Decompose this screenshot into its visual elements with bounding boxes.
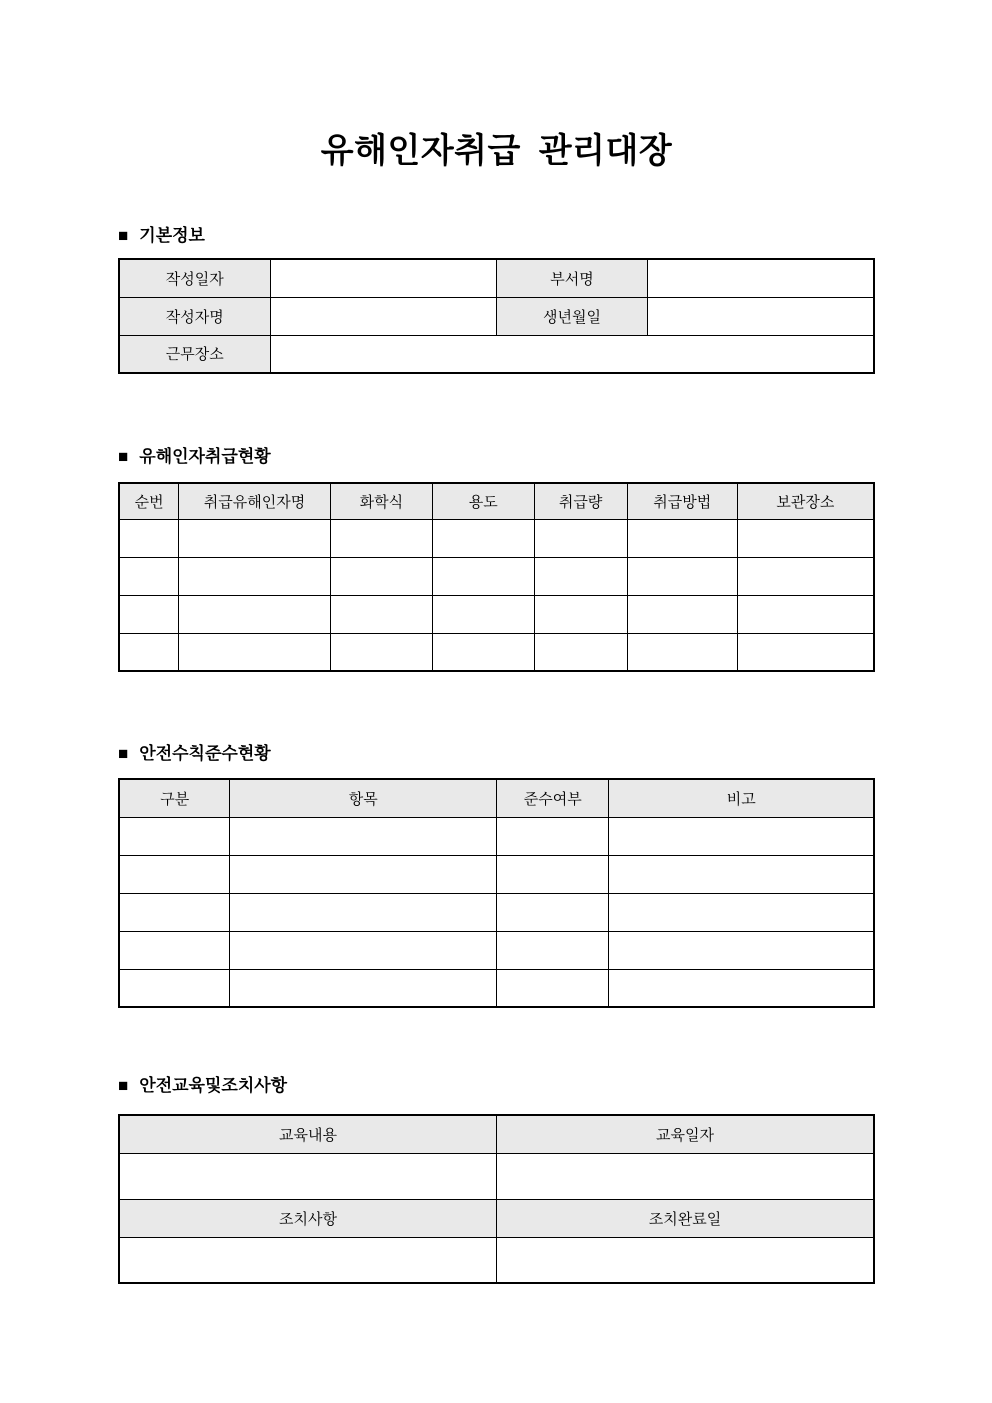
safety-input-cell[interactable] bbox=[609, 931, 874, 969]
table-row bbox=[119, 931, 874, 969]
input-birth-date[interactable] bbox=[648, 297, 875, 335]
hazard-input-cell[interactable] bbox=[179, 519, 331, 557]
col-header-category: 구분 bbox=[119, 779, 230, 817]
safety-input-cell[interactable] bbox=[230, 817, 497, 855]
table-row bbox=[119, 335, 874, 373]
hazard-input-cell[interactable] bbox=[330, 519, 432, 557]
col-header-chemical-formula: 화학식 bbox=[330, 483, 432, 519]
hazard-input-cell[interactable] bbox=[534, 633, 627, 671]
hazard-input-cell[interactable] bbox=[330, 633, 432, 671]
safety-input-cell[interactable] bbox=[496, 855, 608, 893]
hazard-input-cell[interactable] bbox=[119, 519, 179, 557]
table-row bbox=[119, 1153, 874, 1199]
hazard-input-cell[interactable] bbox=[627, 633, 737, 671]
hazard-input-cell[interactable] bbox=[432, 519, 534, 557]
safety-input-cell[interactable] bbox=[496, 893, 608, 931]
hazard-input-cell[interactable] bbox=[432, 557, 534, 595]
safety-input-cell[interactable] bbox=[230, 893, 497, 931]
education-actions-table bbox=[118, 1114, 875, 1284]
hazard-input-cell[interactable] bbox=[534, 557, 627, 595]
hazard-input-cell[interactable] bbox=[330, 595, 432, 633]
col-header-seq-no: 순번 bbox=[119, 483, 179, 519]
hazard-input-cell[interactable] bbox=[627, 595, 737, 633]
safety-input-cell[interactable] bbox=[119, 893, 230, 931]
col-header-usage: 용도 bbox=[432, 483, 534, 519]
input-education-date[interactable] bbox=[497, 1153, 875, 1199]
hazard-input-cell[interactable] bbox=[737, 595, 874, 633]
label-education-content: 교육내용 bbox=[119, 1115, 497, 1153]
table-row bbox=[119, 259, 874, 297]
section-heading-label: 유해인자취급현황 bbox=[139, 447, 271, 466]
table-row bbox=[119, 557, 874, 595]
col-header-storage-place: 보관장소 bbox=[737, 483, 874, 519]
hazard-handling-table bbox=[118, 482, 875, 672]
hazard-input-cell[interactable] bbox=[119, 557, 179, 595]
table-row bbox=[119, 297, 874, 335]
safety-input-cell[interactable] bbox=[230, 969, 497, 1007]
section-heading-label: 기본정보 bbox=[139, 226, 205, 245]
table-row bbox=[119, 1237, 874, 1283]
hazard-input-cell[interactable] bbox=[737, 519, 874, 557]
hazard-input-cell[interactable] bbox=[627, 557, 737, 595]
table-row bbox=[119, 969, 874, 1007]
safety-input-cell[interactable] bbox=[119, 931, 230, 969]
square-bullet-icon: ■ bbox=[118, 226, 129, 245]
input-action-taken[interactable] bbox=[119, 1237, 497, 1283]
section-heading-education-actions bbox=[118, 1076, 875, 1096]
hazard-input-cell[interactable] bbox=[119, 633, 179, 671]
table-row bbox=[119, 855, 874, 893]
table-header-row bbox=[119, 1115, 874, 1153]
label-education-date: 교육일자 bbox=[497, 1115, 875, 1153]
table-row bbox=[119, 519, 874, 557]
label-birth-date: 생년월일 bbox=[497, 297, 648, 335]
table-header-row bbox=[119, 1199, 874, 1237]
hazard-input-cell[interactable] bbox=[737, 633, 874, 671]
safety-input-cell[interactable] bbox=[609, 969, 874, 1007]
table-row bbox=[119, 817, 874, 855]
input-writer-name[interactable] bbox=[270, 297, 497, 335]
label-action-taken: 조치사항 bbox=[119, 1199, 497, 1237]
safety-input-cell[interactable] bbox=[496, 969, 608, 1007]
section-heading-hazard-handling bbox=[118, 447, 875, 467]
square-bullet-icon: ■ bbox=[118, 1076, 129, 1095]
safety-input-cell[interactable] bbox=[230, 931, 497, 969]
safety-input-cell[interactable] bbox=[496, 931, 608, 969]
safety-compliance-table bbox=[118, 778, 875, 1008]
hazard-input-cell[interactable] bbox=[179, 595, 331, 633]
col-header-item: 항목 bbox=[230, 779, 497, 817]
safety-input-cell[interactable] bbox=[119, 969, 230, 1007]
label-action-complete-date: 조치완료일 bbox=[497, 1199, 875, 1237]
document-page bbox=[118, 0, 875, 1284]
page-title: 유해인자취급 관리대장 bbox=[320, 132, 673, 170]
table-row bbox=[119, 595, 874, 633]
square-bullet-icon: ■ bbox=[118, 744, 129, 763]
table-header-row bbox=[119, 779, 874, 817]
hazard-input-cell[interactable] bbox=[534, 519, 627, 557]
label-writer-name: 작성자명 bbox=[119, 297, 270, 335]
col-header-handling-amount: 취급량 bbox=[534, 483, 627, 519]
label-department: 부서명 bbox=[497, 259, 648, 297]
hazard-input-cell[interactable] bbox=[432, 595, 534, 633]
input-department[interactable] bbox=[648, 259, 875, 297]
safety-input-cell[interactable] bbox=[230, 855, 497, 893]
safety-input-cell[interactable] bbox=[496, 817, 608, 855]
table-row bbox=[119, 893, 874, 931]
hazard-input-cell[interactable] bbox=[119, 595, 179, 633]
col-header-handling-method: 취급방법 bbox=[627, 483, 737, 519]
label-work-place: 근무장소 bbox=[119, 335, 270, 373]
hazard-input-cell[interactable] bbox=[179, 557, 331, 595]
hazard-input-cell[interactable] bbox=[432, 633, 534, 671]
square-bullet-icon: ■ bbox=[118, 447, 129, 466]
safety-input-cell[interactable] bbox=[119, 817, 230, 855]
section-heading-safety-compliance bbox=[118, 744, 875, 764]
col-header-remarks: 비고 bbox=[609, 779, 874, 817]
hazard-input-cell[interactable] bbox=[627, 519, 737, 557]
label-write-date: 작성일자 bbox=[119, 259, 270, 297]
safety-input-cell[interactable] bbox=[609, 893, 874, 931]
safety-input-cell[interactable] bbox=[609, 817, 874, 855]
input-action-complete-date[interactable] bbox=[497, 1237, 875, 1283]
section-heading-label: 안전교육및조치사항 bbox=[139, 1076, 288, 1095]
section-heading-basic-info bbox=[118, 226, 875, 246]
table-header-row bbox=[119, 483, 874, 519]
hazard-input-cell[interactable] bbox=[737, 557, 874, 595]
hazard-input-cell[interactable] bbox=[179, 633, 331, 671]
input-work-place[interactable] bbox=[270, 335, 874, 373]
safety-input-cell[interactable] bbox=[119, 855, 230, 893]
section-heading-label: 안전수칙준수현황 bbox=[139, 744, 271, 763]
safety-input-cell[interactable] bbox=[609, 855, 874, 893]
basic-info-table bbox=[118, 258, 875, 374]
input-education-content[interactable] bbox=[119, 1153, 497, 1199]
hazard-input-cell[interactable] bbox=[534, 595, 627, 633]
input-write-date[interactable] bbox=[270, 259, 497, 297]
col-header-compliance: 준수여부 bbox=[496, 779, 608, 817]
col-header-hazard-name: 취급유해인자명 bbox=[179, 483, 331, 519]
hazard-input-cell[interactable] bbox=[330, 557, 432, 595]
table-row bbox=[119, 633, 874, 671]
